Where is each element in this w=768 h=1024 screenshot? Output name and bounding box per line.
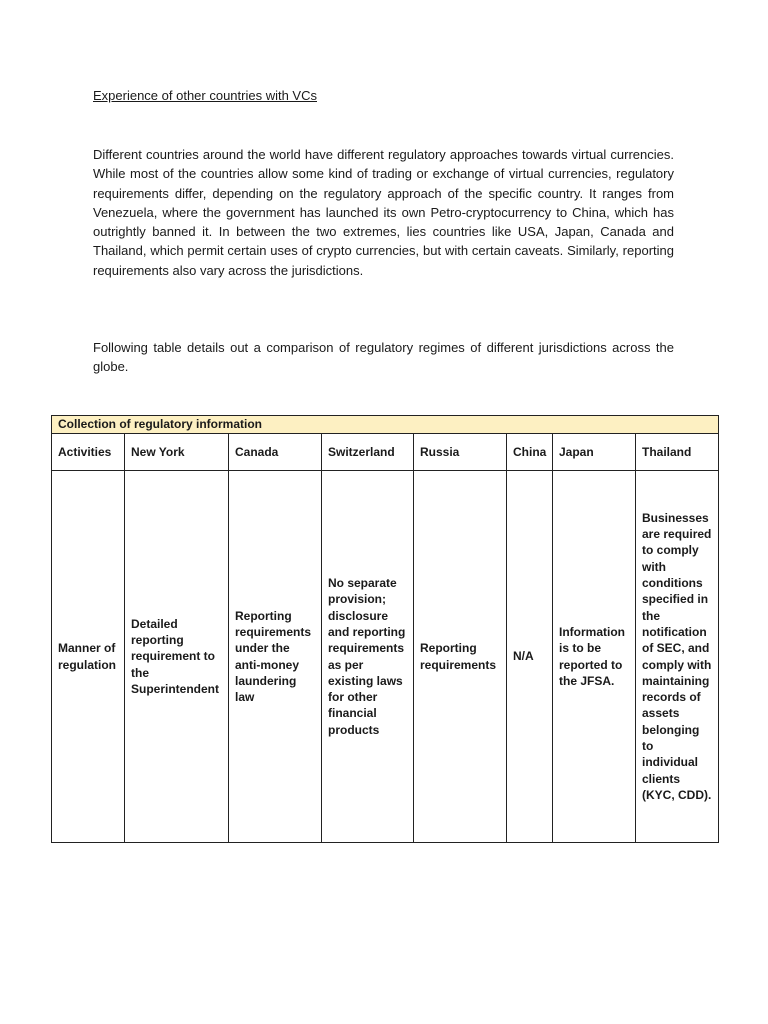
table-caption-row [52,416,719,434]
cell-switzerland: No separate provision; disclosure and reporting requirements as per existing laws for other financial products [322,471,414,843]
cell-japan: Information is to be reported to the JFSA. [553,471,636,843]
regulatory-comparison-table [51,415,719,843]
cell-new-york: Detailed reporting requirement to the Superintendent [125,471,229,843]
table-lead-in-paragraph: Following table details out a comparison of regulatory regimes of different jurisdictions across the globe. [93,340,674,375]
column-header-russia: Russia [414,434,507,471]
column-header-china: China [507,434,553,471]
table-row [52,471,719,843]
section-heading: Experience of other countries with VCs [93,88,317,103]
intro-paragraph: Different countries around the world have different regulatory approaches towards virtual currencies. While most of the countries allow some kind of trading or exchange of virtual currencies, regulatory requirements differ, depending on the regulatory approach of the specific country. It ranges from Venezuela, where the government has launched its own Petro-cryptocurrency to China, which has outrightly banned it. In between the two extremes, lies countries like USA, Japan, Canada and Thailand, which permit certain uses of crypto currencies, but with certain caveats. Similarly, reporting requirements also vary across the jurisdictions. [93,147,674,278]
cell-activity: Manner of regulation [52,471,125,843]
column-header-switzerland: Switzerland [322,434,414,471]
column-header-japan: Japan [553,434,636,471]
column-header-thailand: Thailand [636,434,719,471]
cell-china: N/A [507,471,553,843]
cell-thailand: Businesses are required to comply with conditions specified in the notification of SEC, and comply with maintaining records of assets belonging to individual clients (KYC, CDD). [636,471,719,843]
column-header-activities: Activities [52,434,125,471]
cell-canada: Reporting requirements under the anti-money laundering law [229,471,322,843]
table-header-row [52,434,719,471]
table-caption: Collection of regulatory information [52,416,719,434]
column-header-new-york: New York [125,434,229,471]
cell-russia: Reporting requirements [414,471,507,843]
column-header-canada: Canada [229,434,322,471]
